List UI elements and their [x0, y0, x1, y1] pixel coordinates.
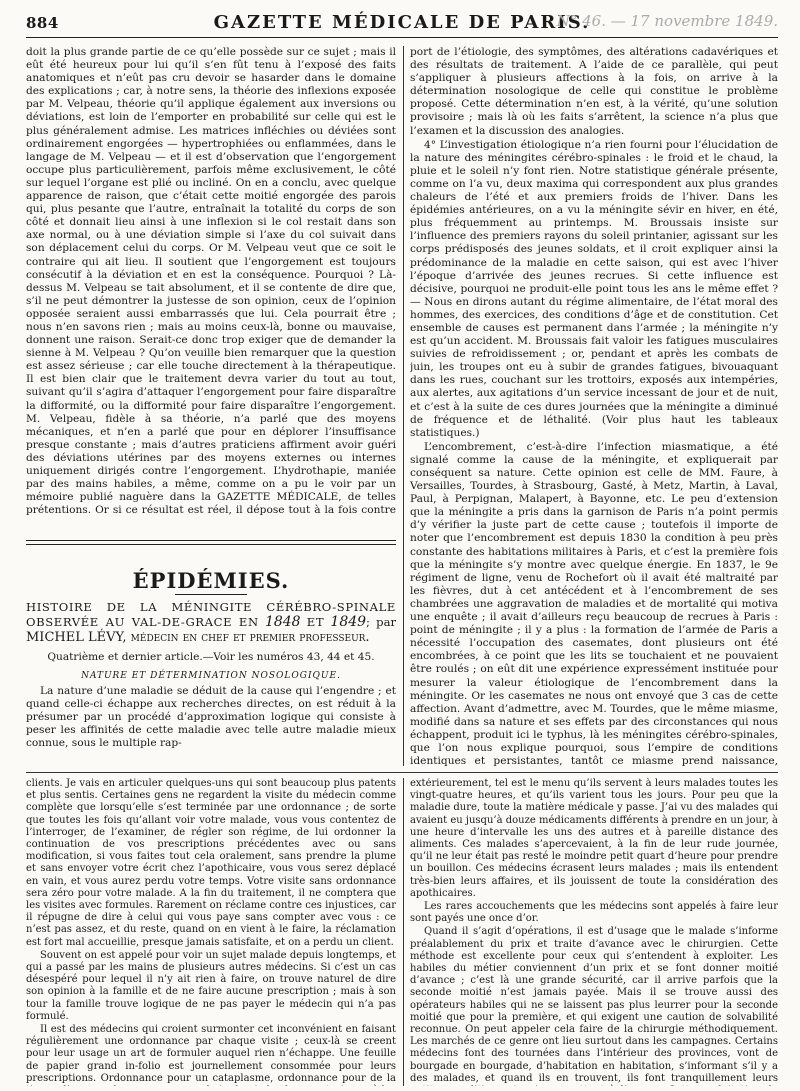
section-title: ÉPIDÉMIES. — [132, 568, 290, 593]
article-year-1: 1848 — [264, 614, 301, 630]
feuilleton-right-column — [410, 778, 778, 1086]
article-heading-text: HISTOIRE DE LA MÉNINGITE CÉRÉBRO-SPINALE OBSERVÉE AU VAL-DE-GRACE EN — [26, 600, 396, 629]
article-velpeau-continuation — [26, 46, 396, 516]
issue-date-faded: N° 46. — 17 novembre 1849. — [556, 12, 778, 30]
paragraph: extérieurement, tel est le menu qu’ils servent à leurs malades toutes les vingt-quatre heures, et qu’ils varient tous les jours. Pour peu que la maladie dure, toute la matière médicale y passe. J’ai vu des malades qui avaient eu jusqu’à douze médicaments différents à prendre en un jour, à une heure d’intervalle les uns des autres et à pareille distance des aliments. Ces malades s’apercevaient, à la fin de leur rude journée, qu’il ne leur était pas resté le moindre petit quart d’heure pour prendre un bouillon. Ces médecins écrasent leurs malades ; mais ils entendent très-bien leurs affaires, et ils jouissent de toute la considération des apothicaires. — [410, 778, 778, 899]
column-divider — [403, 46, 404, 766]
page-number: 884 — [26, 14, 59, 32]
paragraph: Souvent on est appelé pour voir un sujet malade depuis longtemps, et qui a passé par les mains de plusieurs autres médecins. Si c’est un cas désespéré pour lequel il n’y ait rien à faire, on trouve naturel de dire son opinion à la famille et de ne faire aucune prescription ; mais à son tour la famille trouve logique de ne pas payer le médecin qui n’a pas formulé. — [26, 949, 396, 1022]
masthead — [26, 6, 778, 38]
paragraph: Quand il s’agit d’opérations, il est d’usage que le malade s’informe préalablement du prix et traite d’avance avec le chirurgien. Cette méthode est excellente pour ceux qui s’entendent à exploiter. Les habiles du métier conviennent d’un prix et se font donner moitié d’avance ; c’est là une grande sécurité, car il arrive parfois que la seconde moitié n’est jamais payée. Mais il se trouve aussi des opérateurs habiles qui ne se laissent pas plus leurrer pour la seconde moitié que pour la première, et qui exigent une caution de solvabilité reconnue. On peut appeler cela faire de la chirurgie méthodiquement. Les marchés de ce genre ont lieu surtout dans les campagnes. Certains médecins font des tournées dans l’intérieur des provinces, vont de bourgade en bourgade, d’habitation en habitation, s’informant s’il y a des malades, et quand ils en trouvent, ils font tranquillement leurs — [410, 926, 778, 1084]
article-author: MICHEL LÉVY, médecin en chef et premier professeur. — [26, 630, 370, 645]
horizontal-rule — [26, 772, 778, 773]
paragraph: Il est des médecins qui croient surmonter cet inconvénient en faisant régulièrement une ordonnance par chaque visite ; ceux-là se creent pour leur usage un art de formuler auquel rien n’échappe. Une feuille de papier grand in-folio est journellement consommée pour leurs prescriptions. Ordonnance pour un cataplasme, ordonnance pour de la — [26, 1024, 396, 1084]
subsection-heading: NATURE ET DÉTERMINATION NOSOLOGIQUE. — [81, 671, 341, 681]
article-heading-and: ET — [306, 615, 325, 629]
feuilleton-left-column — [26, 778, 396, 1086]
section-title-underline — [175, 594, 247, 595]
paragraph: doit la plus grande partie de ce qu’elle possède sur ce sujet ; mais il eût été heureux pour lui qu’il s’en fût tenu à l’exposé des faits anatomiques et n’eût pas cru devoir se hasarder dans le domaine des explications ; car, à notre sens, la théorie des inflexions exposée par M. Velpeau, théorie qu’il applique également aux inversions ou déviations, est loin de l’emporter en probabilité sur celle qui est le plus généralement admise. Les matrices infléchies ou déviées sont ordinairement engorgées — hypertrophiées ou enflammées, dans le langage de M. Velpeau — et il est d’observation que l’engorgement occupe plus particulièrement, parfois même exclusivement, le côté sur lequel l’organe est plié ou incliné. On en a conclu, avec quelque apparence de raison, que c’était cette moitié engorgée des parois qui, plus pesante que l’autre, entraînait la totalité du corps de son côté et donnait lieu ainsi à une inflexion si le col restait dans son axe normal, ou à une déviation simple si l’axe du col suivait dans son déplacement celui du corps. Or M. Velpeau veut que ce soit le contraire qui ait lieu. Il soutient que l’engorgement est toujours consécutif à la déviation et en est la conséquence. Pourquoi ? Là-dessus M. Velpeau se tait absolument, et il se contente de dire que, s’il ne peut démontrer la justesse de son opinion, ceux de l’opinion opposée seraient aussi embarrassés que lui. Cela pourrait être ; nous n’en savons rien ; mais au moins ceux-là, bonne ou mauvaise, donnent une raison. Serait-ce donc trop exiger que de demander la sienne à M. Velpeau ? Qu’on veuille bien remarquer que la question est assez sérieuse ; car elle touche directement à la thérapeutique. Il est bien clair que le traitement devra varier du tout au tout, suivant qu’il s’agira d’attaquer l’engorgement pour faire disparaître la difformité, ou la difformité pour faire disparaître l’engorgement. M. Velpeau, fidèle à sa théorie, n’a parlé que des moyens mécaniques, et n’en a parlé que pour en déplorer l’insuffisance presque constante ; mais d’autres praticiens affirment avoir guéri des déviations utérines par des moyens externes ou internes uniquement dirigés contre l’engorgement. L’hydrothapie, maniée par des mains habiles, a même, comme on a pu le voir par un mémoire publié naguère dans la GAZETTE MÉDICALE, de telles prétentions. Or si ce résultat est réel, il dépose tout à la fois contre — [26, 46, 396, 516]
article-series-note: Quatrième et dernier article.—Voir les numéros 43, 44 et 45. — [47, 651, 375, 663]
journal-title: GAZETTE MÉDICALE DE PARIS. — [213, 12, 591, 33]
paragraph: L’encombrement, c’est-à-dire l’infection miasmatique, a été signalé comme la cause de la méningite, et expliquerait par conséquent sa nature. Cette opinion est celle de MM. Faure, à Versailles, Tourdes, à Strasbourg, Gasté, à Metz, Martin, à Laval, Paul, à Perpignan, Malapert, à Bayonne, etc. Le peu d’extension que la méningite a pris dans la garnison de Paris n’a point permis d’y vérifier la juste part de cette cause ; toutefois il importe de noter que l’encombrement est depuis 1830 la condition à peu près constante des habitations militaires à Paris, et c’est la première fois que la méningite s’y montre avec quelque énergie. En 1837, le 9e régiment de ligne, venu de Rochefort où il avait été maltraité par les fièvres, dut à cet antécédent et à l’encombrement de ses chambrées une aggravation de maladies et de mortalité qui motiva une enquête ; il avait d’ailleurs reçu beaucoup de recrues à Paris : point de méningite ; il y a plus : la formation de l’armée de Paris a nécessité l’occupation des casemates, dont plusieurs ont été encombrées, à ce point que les lits se touchaient et ne pouvaient être roulés ; on eût dit une expérience expressément instituée pour mesurer la valeur étiologique de l’encombrement dans la méningite. Or les casemates ne nous ont envoyé que 3 cas de cette affection. Avant d’admettre, avec M. Tourdes, que le même miasme, modifié dans sa nature et ses effets par des circonstances qui nous échappent, produit ici le typhus, là les méningites cérébro-spinales, que l’on nous explique pourquoi, sous l’empire de conditions identiques et persistantes, tantôt ce miasme prend naissance, — [410, 440, 778, 766]
article-year-2: 1849 — [330, 614, 367, 630]
paragraph: port de l’étiologie, des symptômes, des altérations cadavériques et des résultats de traitement. A l’aide de ce parallèle, qui peut s’appliquer à plusieurs affections à la fois, on arrive à la détermination nosologique de celle qui constitue le problème proposé. Cette détermination n’en est, à la vérité, qu’une solution provisoire ; mais là où les faits s’arrêtent, la science n’a plus que l’examen et la discussion des analogies. — [410, 46, 778, 137]
paragraph: Les rares accouchements que les médecins sont appelés à faire leur sont payés une once d’or. — [410, 901, 778, 925]
article-heading-by: ; par — [366, 615, 397, 629]
paragraph: clients. Je vais en articuler quelques-uns qui sont beaucoup plus patents et plus sentis. Certaines gens ne regardent la visite du médecin comme complète que lorsqu’elle s’est terminée par une ordonnance ; de sorte que toutes les fois qu’allant voir votre malade, vous vous contentez de l’interroger, de l’examiner, de régler son régime, de lui ordonner la continuation de vos prescriptions précédentes avec ou sans modification, si vous faites tout cela oralement, sans prendre la plume et sans envoyer votre écrit chez l’apothicaire, vous vous serez déplacé en vain, et vous aurez perdu votre temps. Votre visite sans ordonnance sera zéro pour votre malade. A la fin du traitement, il ne comptera que les visites avec formules. Rarement on réclame contre ces injustices, car il répugne de dire à celui qui vous paye sans compter avec vous : ce n’est pas assez, et du reste, quand on en vient à le faire, la réclamation est fort mal accueillie, presque jamais satisfaite, et on a perdu un client. — [26, 778, 396, 948]
article-meningite-start — [26, 685, 396, 767]
paragraph: La nature d’une maladie se déduit de la cause qui l’engendre ; et quand celle-ci échappe aux recherches directes, on est réduit à la présumer par un procédé d’approximation logique qui consiste à peser les affinités de cette maladie avec telle autre maladie mieux connue, sous le multiple rap- — [26, 685, 396, 750]
article-meningite-continuation — [410, 46, 778, 766]
article-heading — [26, 600, 396, 645]
column-divider — [403, 778, 404, 1086]
paragraph: 4° L’investigation étiologique n’a rien fourni pour l’élucidation de la nature des méningites cérébro-spinales : le froid et le chaud, la pluie et le soleil n’y font rien. Notre statistique générale présente, comme on l’a vu, deux maxima qui correspondent aux plus grandes chaleurs de l’été et aux premiers froids de l’hiver. Dans les épidémies antérieures, on a vu la méningite sévir en hiver, en été, plus fréquemment au printemps. M. Broussais insiste sur l’influence des premiers rayons du soleil printanier, agissant sur les corps prédisposés des jeunes soldats, et il croit expliquer ainsi la prédominance de la maladie en cette saison, qui est avec l’hiver l’époque d’arrivée des jeunes recrues. Si cette influence est décisive, pourquoi ne produit-elle point tous les ans le même effet ? — Nous en dirons autant du régime alimentaire, de l’état moral des hommes, des exercices, des conditions d’âge et de constitution. Cet ensemble de causes est permanent dans l’armée ; la méningite n’y est qu’un accident. M. Broussais fait valoir les fatigues musculaires suivies de refroidissement ; or, pendant et après les combats de juin, les troupes ont eu à subir de grandes fatigues, bivouaquant dans les rues, couchant sur les trottoirs, exposés aux intempéries, aux alertes, aux agitations d’un service incessant de jour et de nuit, et c’est à la suite de ces dures journées que la méningite a diminué de fréquence et de léthalité. (Voir plus haut les tableaux statistiques.) — [410, 138, 778, 439]
section-separator-rule — [26, 540, 396, 545]
